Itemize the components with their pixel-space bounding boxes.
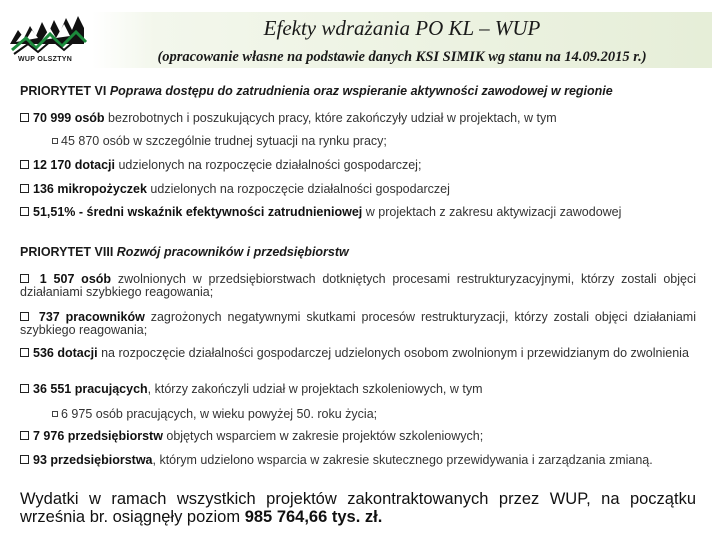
- sub-list-item: 6 975 osób pracujących, w wieku powyżej 50. roku życia;: [52, 407, 377, 421]
- list-item: 70 999 osób bezrobotnych i poszukujących pracy, które zakończyły udział w projektach, w tym: [20, 112, 696, 125]
- list-item: 1 507 osób zwolnionych w przedsiębiorstwach dotkniętych procesami restrukturyzacyjnymi, którzy zostali objęci działaniami szybkiego reagowania;: [20, 272, 696, 299]
- list-item: 51,51% - średni wskaźnik efektywności zatrudnieniowej w projektach z zakresu aktywizacji zawodowej: [20, 206, 696, 219]
- list-item: 12 170 dotacji udzielonych na rozpoczęcie działalności gospodarczej;: [20, 159, 696, 172]
- checkbox-bullet-icon: [20, 113, 29, 122]
- list-item: 136 mikropożyczek udzielonych na rozpoczęcie działalności gospodarczej: [20, 183, 696, 196]
- page-title: Efekty wdrażania PO KL – WUP: [263, 16, 541, 40]
- checkbox-bullet-icon: [20, 431, 29, 440]
- priority-6-label: PRIORYTET VI: [20, 84, 110, 98]
- list-item: 7 976 przedsiębiorstw objętych wsparciem w zakresie projektów szkoleniowych;: [20, 430, 696, 443]
- list-item: 536 dotacji na rozpoczęcie działalności gospodarczej udzielonych osobom zwolnionym i przewidzianym do zwolnienia: [20, 347, 696, 360]
- page-subtitle: (opracowanie własne na podstawie danych KSI SIMIK wg stanu na 14.09.2015 r.): [157, 49, 647, 65]
- checkbox-bullet-icon: [20, 207, 29, 216]
- priority-8-label: PRIORYTET VIII: [20, 245, 117, 259]
- checkbox-bullet-icon: [20, 384, 29, 393]
- checkbox-bullet-icon: [20, 348, 29, 357]
- expenditure-amount: 985 764,66 tys. zł.: [244, 508, 383, 526]
- checkbox-bullet-icon: [20, 184, 29, 193]
- square-bullet-icon: [52, 138, 58, 144]
- sub-list-item: 45 870 osób w szczególnie trudnej sytuacji na rynku pracy;: [52, 134, 387, 148]
- header-banner: [92, 12, 712, 68]
- list-item: 36 551 pracujących, którzy zakończyli udział w projektach szkoleniowych, w tym: [20, 383, 696, 396]
- square-bullet-icon: [52, 411, 58, 417]
- list-item: 737 pracowników zagrożonych negatywnymi skutkami procesów restrukturyzacji, którzy zostali objęci działaniami szybkiego reagowania;: [20, 310, 696, 337]
- priority-6-heading: [20, 84, 613, 98]
- checkbox-bullet-icon: [20, 274, 29, 283]
- logo-text: WUP OLSZTYN: [18, 56, 73, 63]
- checkbox-bullet-icon: [20, 312, 29, 321]
- list-item: 93 przedsiębiorstwa, którym udzielono wsparcia w zakresie skutecznego przewidywania i zarządzania zmianą.: [20, 454, 696, 467]
- checkbox-bullet-icon: [20, 160, 29, 169]
- priority-6-title: Poprawa dostępu do zatrudnienia oraz wspieranie aktywności zawodowej w regionie: [109, 84, 613, 98]
- expenditure-summary: Wydatki w ramach wszystkich projektów zakontraktowanych przez WUP, na początku września br. osiągnęły poziom 985 764,66 tys. zł.: [20, 490, 696, 526]
- checkbox-bullet-icon: [20, 455, 29, 464]
- priority-8-heading: [20, 245, 349, 259]
- priority-8-title: Rozwój pracowników i przedsiębiorstw: [116, 245, 349, 259]
